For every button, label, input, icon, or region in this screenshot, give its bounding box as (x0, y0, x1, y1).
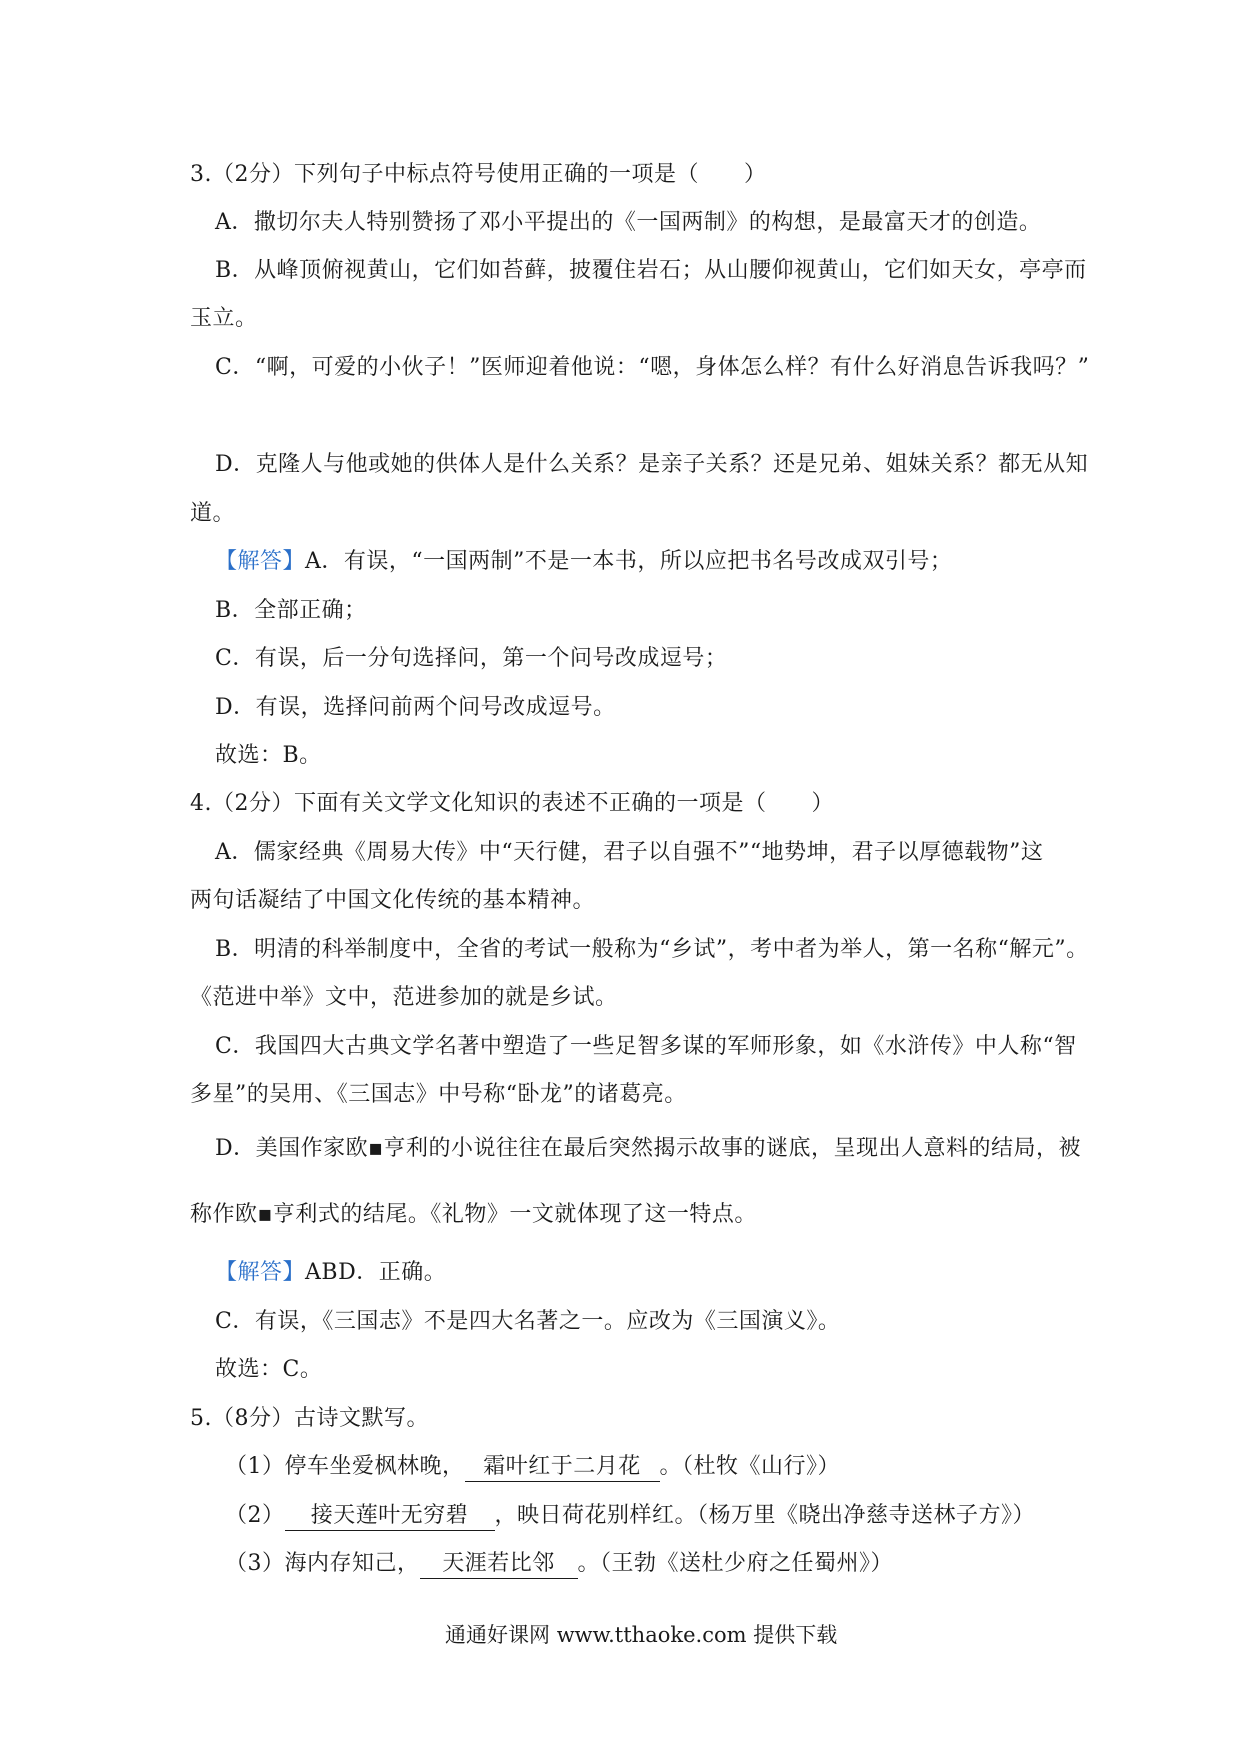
q5-item-3-suffix: 。（王勃《送杜少府之任蜀州》） (577, 1551, 894, 1576)
q3-option-c: C．“啊，可爱的小伙子！”医师迎着他说：“嗯，身体怎么样？有什么好消息告诉我吗？” (215, 355, 1090, 380)
q4-option-a-line1: A．儒家经典《周易大传》中“天行健，君子以自强不”“地势坤，君子以厚德载物”这 (215, 840, 1044, 865)
q4-option-b-line1: B．明清的科举制度中，全省的考试一般称为“乡试”，考中者为举人，第一名称“解元”。 (215, 937, 1089, 962)
q3-option-d-line2: 道。 (190, 501, 236, 526)
footer-site-name: 通通好课网 (445, 1623, 550, 1647)
question-4-stem: 4.（2分）下面有关文学文化知识的表述不正确的一项是（ ） (190, 791, 834, 816)
answer-tag: 【解答】 (215, 549, 306, 574)
footer-suffix: 提供下载 (753, 1623, 838, 1647)
q4-option-b-line2: 《范进中举》文中，范进参加的就是乡试。 (190, 985, 618, 1010)
q5-item-1-suffix: 。（杜牧《山行》） (659, 1454, 841, 1479)
q3-answer-line-3: C．有误，后一分句选择问，第一个问号改成逗号； (215, 646, 728, 671)
q3-answer-line-1 (215, 547, 952, 577)
q3-option-d-line1: D．克隆人与他或她的供体人是什么关系？是亲子关系？还是兄弟、姐妹关系？都无从知 (215, 452, 1089, 477)
q5-item-3-answer: 天涯若比邻 (420, 1550, 578, 1579)
q5-item-1-answer: 霜叶红于二月花 (465, 1453, 660, 1482)
question-3-stem: 3.（2分）下列句子中标点符号使用正确的一项是（ ） (190, 162, 767, 187)
q3-answer-text-1: A．有误，“一国两制”不是一本书，所以应把书名号改成双引号； (305, 549, 953, 574)
q5-item-2-suffix: ，映日荷花别样红。（杨万里《晓出净慈寺送林子方》） (494, 1503, 1036, 1528)
page-footer (445, 1620, 837, 1650)
q5-item-2 (225, 1501, 1035, 1531)
q4-answer-line-2: C．有误，《三国志》不是四大名著之一。应改为《三国演义》。 (215, 1309, 841, 1334)
footer-url[interactable]: www.tthaoke.com (556, 1623, 747, 1647)
answer-tag: 【解答】 (215, 1260, 306, 1285)
q3-option-b-line1: B．从峰顶俯视黄山，它们如苔藓，披覆住岩石；从山腰仰视黄山，它们如天女，亭亭而 (215, 258, 1087, 283)
q4-answer-line-1 (215, 1258, 446, 1288)
q5-item-3-prefix: （3）海内存知己， (225, 1551, 420, 1576)
q3-option-a: A．撒切尔夫人特别赞扬了邓小平提出的《一国两制》的构想，是最富天才的创造。 (215, 210, 1042, 235)
q3-answer-line-5: 故选：B。 (215, 743, 322, 768)
q5-item-3 (225, 1549, 893, 1579)
q3-option-b-line2: 玉立。 (190, 306, 258, 331)
question-5-stem: 5.（8分）古诗文默写。 (190, 1406, 429, 1431)
q5-item-1-prefix: （1）停车坐爱枫林晚， (225, 1454, 465, 1479)
q4-option-d-line2: 称作欧▪亨利式的结尾。《礼物》一文就体现了这一特点。 (190, 1202, 757, 1227)
q3-answer-line-2: B．全部正确； (215, 598, 367, 623)
q4-option-d-line1: D．美国作家欧▪亨利的小说往往在最后突然揭示故事的谜底，呈现出人意料的结局，被 (215, 1136, 1082, 1161)
q5-item-1 (225, 1452, 840, 1482)
q4-option-c-line2: 多星”的吴用、《三国志》中号称“卧龙”的诸葛亮。 (190, 1082, 687, 1107)
q4-answer-line-3: 故选：C。 (215, 1357, 323, 1382)
q4-option-a-line2: 两句话凝结了中国文化传统的基本精神。 (190, 888, 596, 913)
q5-item-2-answer: 接天莲叶无穷碧 (285, 1502, 495, 1531)
q4-option-c-line1: C．我国四大古典文学名著中塑造了一些足智多谋的军师形象，如《水浒传》中人称“智 (215, 1034, 1077, 1059)
q5-item-2-prefix: （2） (225, 1503, 285, 1528)
q4-answer-text-1: ABD．正确。 (305, 1260, 447, 1285)
q3-answer-line-4: D．有误，选择问前两个问号改成逗号。 (215, 695, 616, 720)
